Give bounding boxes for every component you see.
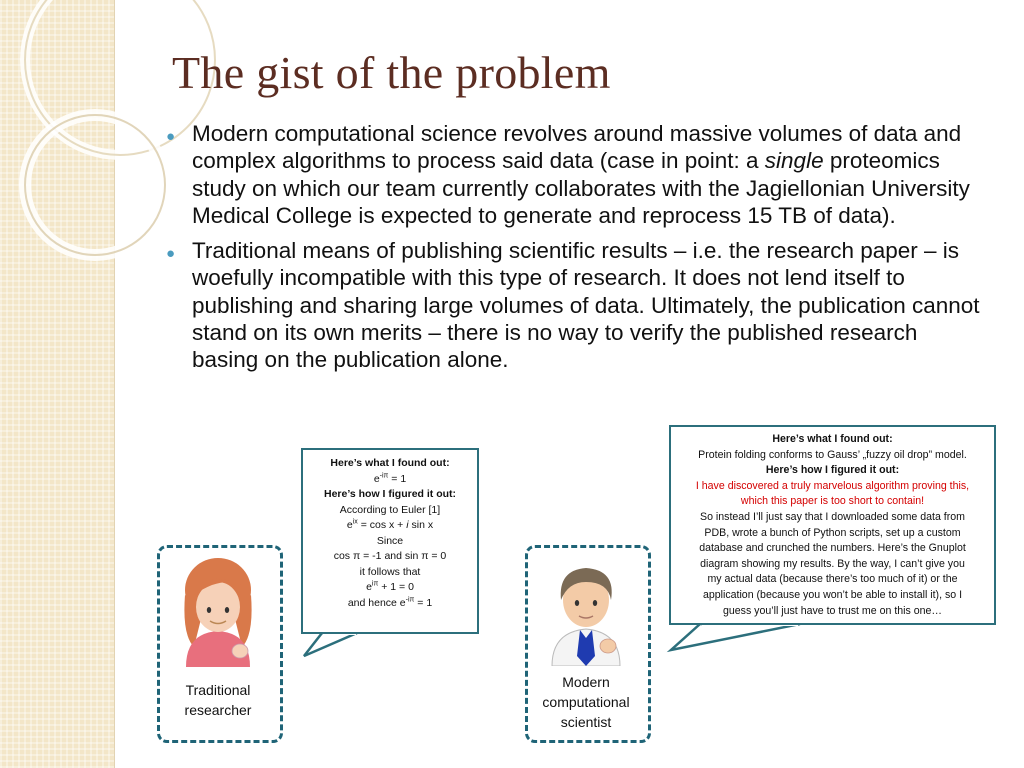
modern-scientist-label: Modern computational scientist xyxy=(542,674,630,730)
decorative-side-strip xyxy=(0,0,115,768)
bullet-item-1: ● Modern computational science revolves around massive volumes of data and complex algorithms to process said data (case in point: a single proteomics study on which our team currently collaborates with the Jagiellonian University Medical College is expected to generate and reprocess 15 TB of data). xyxy=(166,121,970,228)
modern-scientist-avatar-icon xyxy=(540,556,632,666)
bullet-item-2: ● Traditional means of publishing scientific results – i.e. the research paper – is woefully incompatible with this type of research. It does not lend itself to publishing and sharing large volumes of data. Ultimately, the publication cannot stand on its own merits – there is no way to verify the published research basing on the publication alone. xyxy=(166,238,980,373)
slide-title: The gist of the problem xyxy=(172,47,611,98)
equation-line-3: $e^{i\pi} + 1 = 0$ xyxy=(366,580,414,593)
equation-line-4: and hence $e^{-i\pi} = 1$ xyxy=(347,596,433,609)
traditional-researcher-label: Traditional researcher xyxy=(184,682,252,718)
bullet-icon: ● xyxy=(166,245,176,263)
equation-line-2: $e^{ix} = \cos x + i$ sin x xyxy=(346,518,434,531)
traditional-researcher-avatar-icon xyxy=(172,555,264,667)
modern-speech-bubble: Here’s what I found out: Protein folding conforms to Gauss’ „fuzzy oil drop” model. Here’s how I figured it out: I have discovered a truly marvelous algorithm proving this, which this paper is too short to contain! So instead I’ll just say that I downloaded some data from PDB, wrote a bunch of Python scripts, set up a custom database and crunched the numbers. Here’s the Gnuplot diagram showing my results. By the way, I can’t give you my actual data (because there’s too much of it) or the application (because you won’t be able to install it), so I guess you’ll just have to trust me on this one… xyxy=(669,425,996,625)
bullet-list xyxy=(160,120,980,382)
equation-line-1: $e^{-i\pi} = 1$ xyxy=(373,472,407,485)
traditional-speech-bubble: Here’s what I found out: $e^{-i\pi} = 1$ Here’s how I figured it out: According to Euler [1] $e^{ix} = \cos x + i$ sin x Since cos π = -1 and sin π = 0 it follows that $e^{i\pi} + 1 = 0$ and hence $e^{-i\pi} = 1$ xyxy=(301,448,479,634)
bullet-icon: ● xyxy=(166,128,176,145)
